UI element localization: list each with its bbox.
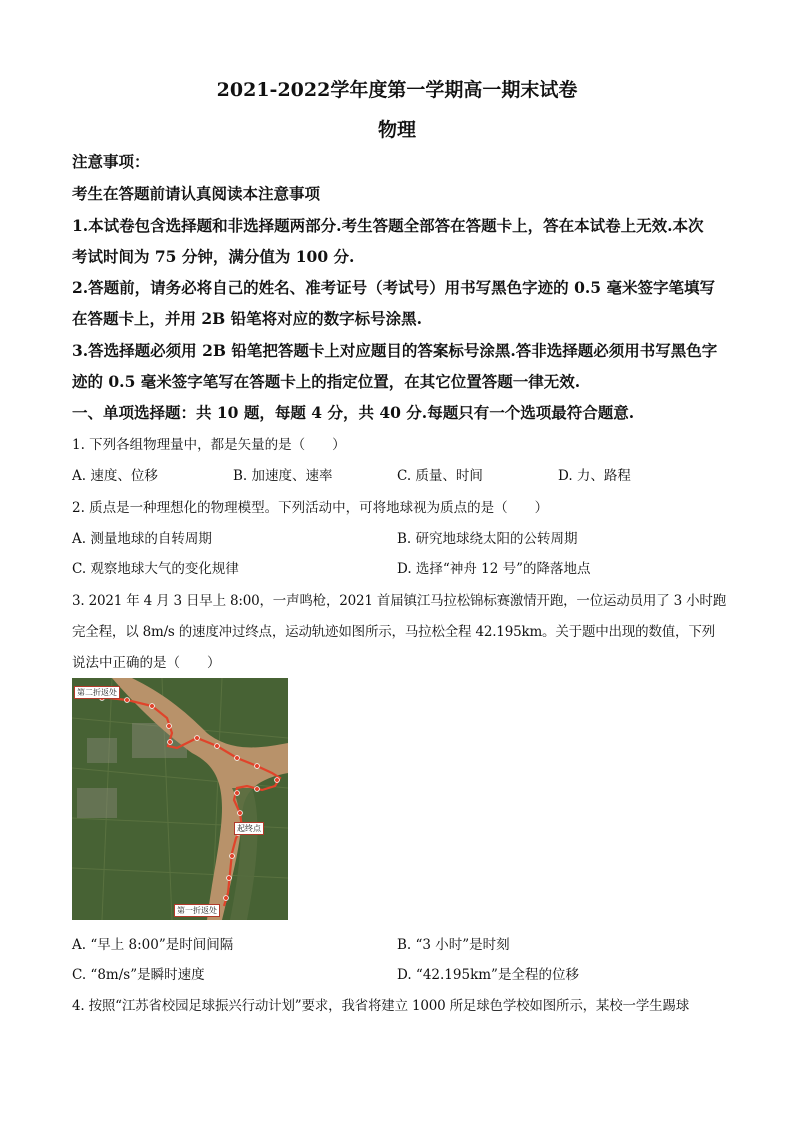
map-label-second-turn: 第二折返处 <box>74 686 120 699</box>
satellite-map-image <box>72 678 288 920</box>
notice-item-1-line-2: 考试时间为 75 分钟，满分值为 100 分. <box>72 247 355 266</box>
notice-item-1-line-1: 1.本试卷包含选择题和非选择题两部分.考生答题全部答在答题卡上，答在本试卷上无效.本次 <box>72 216 704 235</box>
question-2-option-d: D. 选择“神舟 12 号”的降落地点 <box>397 561 591 577</box>
exam-title: 2021-2022学年度第一学期高一期末试卷 <box>216 79 578 101</box>
notice-item-2-line-1: 2.答题前，请务必将自己的姓名、准考证号（考试号）用书写黑色字迹的 0.5 毫米签字笔填写 <box>72 278 715 297</box>
question-1-option-a: A. 速度、位移 <box>72 468 158 484</box>
notice-intro: 考生在答题前请认真阅读本注意事项 <box>72 184 321 203</box>
question-1-stem: 1. 下列各组物理量中，都是矢量的是（ ） <box>72 437 346 453</box>
question-1-option-c: C. 质量、时间 <box>397 468 483 484</box>
exam-subject: 物理 <box>377 119 416 141</box>
question-2-option-c: C. 观察地球大气的变化规律 <box>72 561 239 577</box>
notice-item-3-line-1: 3.答选择题必须用 2B 铅笔把答题卡上对应题目的答案标号涂黑.答非选择题必须用书写黑色字 <box>72 341 718 360</box>
section-1-heading: 一、单项选择题：共 10 题，每题 4 分，共 40 分.每题只有一个选项最符合题意. <box>72 403 635 422</box>
question-3-stem-line-1: 3. 2021 年 4 月 3 日早上 8:00，一声鸣枪，2021 首届镇江马拉松锦标赛激情开跑，一位运动员用了 3 小时跑 <box>72 593 726 609</box>
question-3-option-a: A. “早上 8:00”是时间间隔 <box>72 937 234 953</box>
notice-heading: 注意事项： <box>72 152 150 171</box>
question-3-stem-line-3: 说法中正确的是（ ） <box>72 655 221 671</box>
map-label-start-finish: 起终点 <box>234 822 264 835</box>
question-3-stem-line-2: 完全程，以 8m/s 的速度冲过终点，运动轨迹如图所示，马拉松全程 42.195km。关于题中出现的数值，下列 <box>72 624 715 640</box>
question-1-option-d: D. 力、路程 <box>558 468 631 484</box>
question-4-stem-line-1: 4. 按照“江苏省校园足球振兴行动计划”要求，我省将建立 1000 所足球色学校如图所示，某校一学生踢球 <box>72 998 690 1014</box>
question-2-stem: 2. 质点是一种理想化的物理模型。下列活动中，可将地球视为质点的是（ ） <box>72 500 549 516</box>
notice-item-3-line-2: 迹的 0.5 毫米签字笔写在答题卡上的指定位置，在其它位置答题一律无效. <box>72 372 581 391</box>
question-2-option-a: A. 测量地球的自转周期 <box>72 531 212 547</box>
question-3-option-b: B. “3 小时”是时刻 <box>397 937 510 953</box>
marathon-route-map <box>72 678 288 920</box>
question-1-option-b: B. 加速度、速率 <box>233 468 333 484</box>
question-2-option-b: B. 研究地球绕太阳的公转周期 <box>397 531 578 547</box>
map-label-first-turn: 第一折返处 <box>174 904 220 917</box>
notice-item-2-line-2: 在答题卡上，并用 2B 铅笔将对应的数字标号涂黑. <box>72 309 423 328</box>
question-3-option-d: D. “42.195km”是全程的位移 <box>397 967 579 983</box>
question-3-option-c: C. “8m/s”是瞬时速度 <box>72 967 205 983</box>
